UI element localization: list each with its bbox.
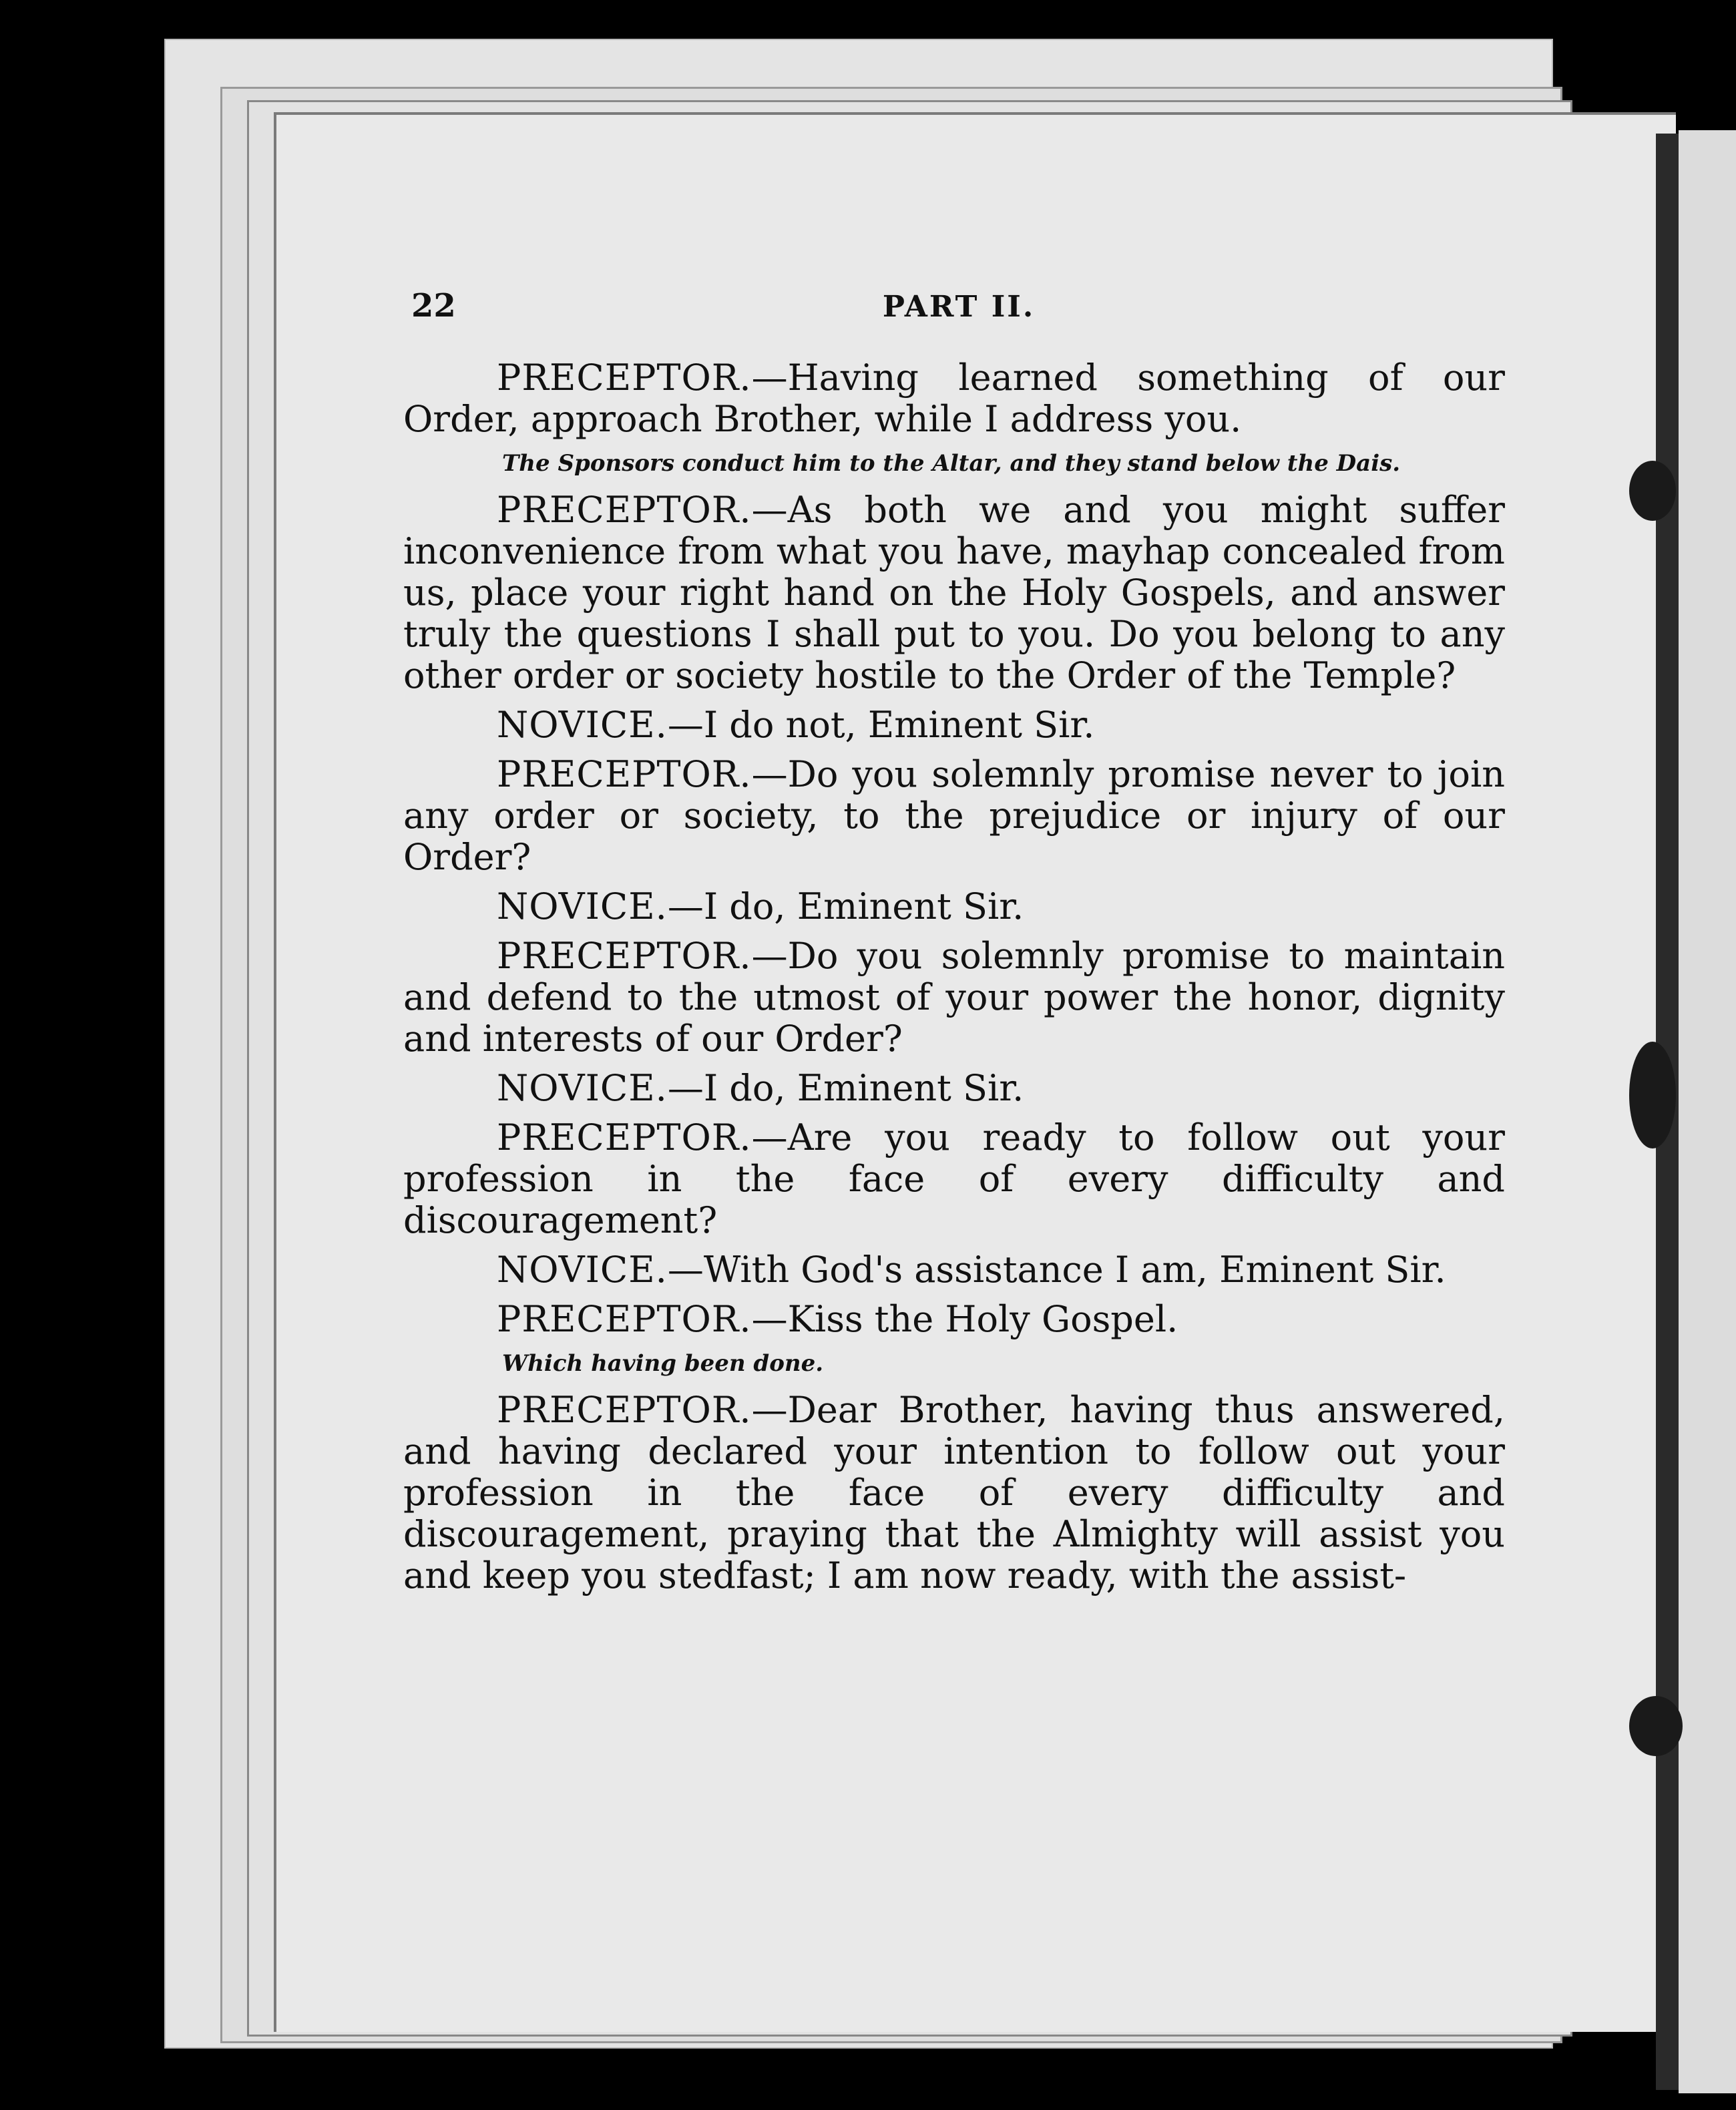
speech-text: —I do, Eminent Sir. <box>667 885 1024 927</box>
speech-text: —Are you ready to follow out your profession in the face of every difficulty and discouragement? <box>403 1116 1505 1241</box>
binding-damage <box>1629 461 1676 521</box>
speaker-name: NOVICE. <box>497 885 668 927</box>
speech-text: —As both we and you might suffer inconvenience from what you have, mayhap concealed from us, place your right hand on the Holy Gospels, and answer truly the questions I shall put to you. Do you belong to any other order or society hostile to the Order of the Temple? <box>403 489 1505 696</box>
speaker-name: NOVICE. <box>497 1067 668 1109</box>
dialogue-paragraph <box>403 357 1505 440</box>
speech-text: —Do you solemnly promise never to join any order or society, to the prejudice or injury of our Order? <box>403 753 1505 878</box>
dialogue-paragraph <box>403 754 1505 878</box>
speaker-name: PRECEPTOR. <box>497 753 752 795</box>
dialogue-paragraph <box>403 886 1505 927</box>
running-head: PART II. <box>882 290 1036 324</box>
speaker-name: PRECEPTOR. <box>497 489 752 531</box>
facing-page-edge <box>1679 130 1736 2093</box>
dialogue-paragraph <box>403 704 1505 746</box>
speaker-name: PRECEPTOR. <box>497 1298 752 1340</box>
dialogue-paragraph <box>403 1299 1505 1340</box>
speaker-name: NOVICE. <box>497 704 668 746</box>
page-body-text <box>403 357 1505 1605</box>
dialogue-paragraph <box>403 1117 1505 1241</box>
binding-damage <box>1629 1042 1676 1148</box>
speech-text: —Kiss the Holy Gospel. <box>751 1298 1178 1340</box>
speaker-name: PRECEPTOR. <box>497 935 752 977</box>
speech-text: —Having learned something of our Order, approach Brother, while I address you. <box>403 357 1505 440</box>
dialogue-paragraph <box>403 489 1505 696</box>
binding-damage <box>1629 1696 1683 1756</box>
stage-direction: The Sponsors conduct him to the Altar, and they stand below the Dais. <box>502 450 1401 477</box>
speech-text: —Do you solemnly promise to maintain and defend to the utmost of your power the honor, dignity and interests of our Order? <box>403 935 1505 1060</box>
dialogue-paragraph <box>403 1068 1505 1109</box>
speech-text: —I do not, Eminent Sir. <box>667 704 1095 746</box>
speech-text: —With God's assistance I am, Eminent Sir. <box>667 1249 1446 1291</box>
page-number: 22 <box>411 287 456 325</box>
stage-direction: Which having been done. <box>502 1350 824 1377</box>
dialogue-paragraph <box>403 1249 1505 1291</box>
dialogue-paragraph <box>403 1390 1505 1597</box>
speech-text: —Dear Brother, having thus answered, and having declared your intention to follow out your profession in the face of every difficulty and discouragement, praying that the Almighty will assist you and keep you stedfast; I am now ready, with the assist- <box>403 1389 1505 1597</box>
page-header <box>411 287 1506 334</box>
speaker-name: PRECEPTOR. <box>497 1389 752 1431</box>
speaker-name: PRECEPTOR. <box>497 357 752 399</box>
speech-text: —I do, Eminent Sir. <box>667 1067 1024 1109</box>
speaker-name: NOVICE. <box>497 1249 668 1291</box>
speaker-name: PRECEPTOR. <box>497 1116 752 1158</box>
dialogue-paragraph <box>403 935 1505 1060</box>
